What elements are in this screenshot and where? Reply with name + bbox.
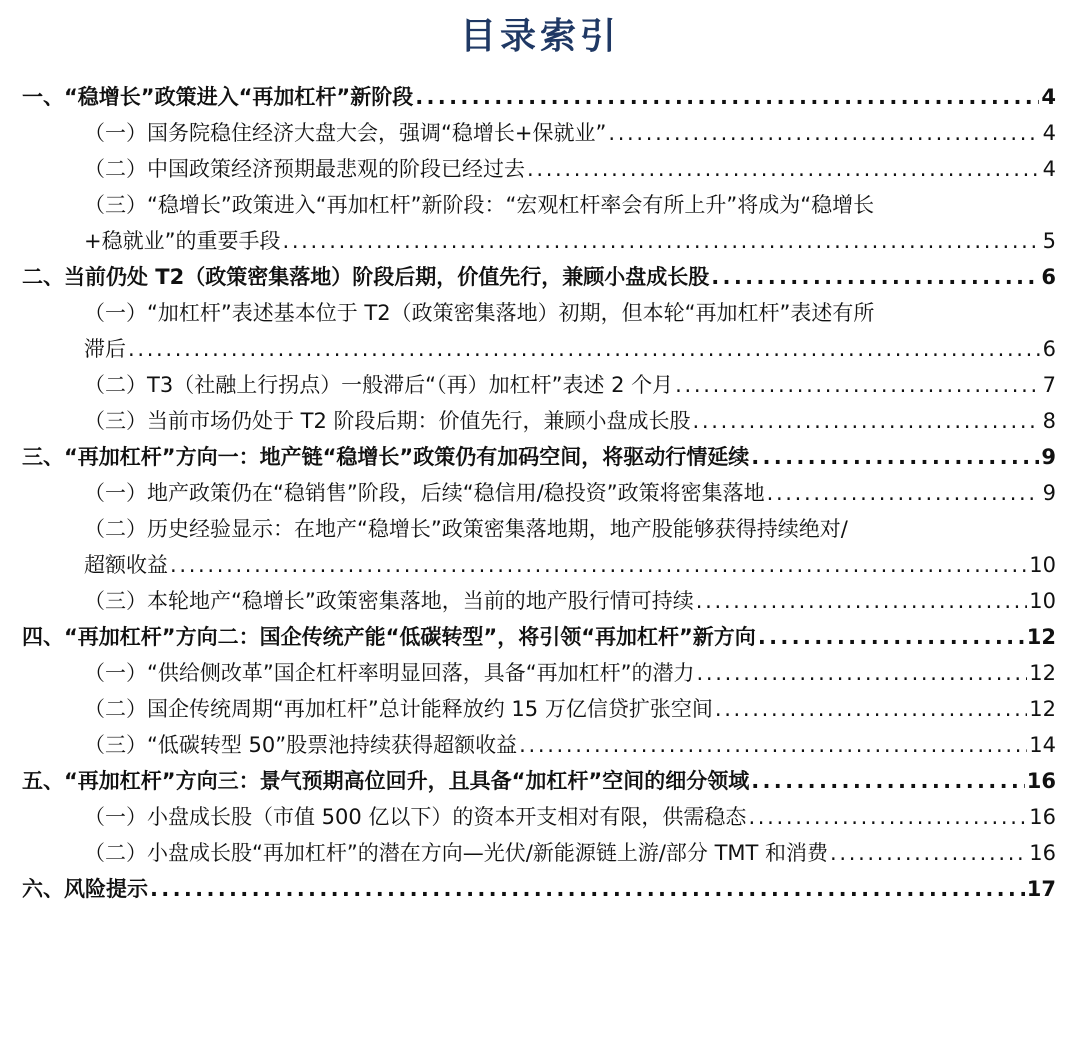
dot-leader: [170, 556, 1027, 578]
toc-page-number: 10: [1029, 553, 1056, 577]
toc-entry-1-1[interactable]: [0, 114, 1080, 150]
toc-page-number: 17: [1026, 877, 1056, 901]
toc-page-number: 16: [1026, 769, 1056, 793]
toc-entry-3[interactable]: [0, 438, 1080, 474]
toc-entry-5-1[interactable]: [0, 798, 1080, 834]
toc-page-number: 5: [1042, 229, 1056, 253]
dot-leader: [128, 340, 1040, 362]
dot-leader: [415, 88, 1039, 110]
toc-entry-3-3[interactable]: [0, 582, 1080, 618]
toc-page-number: 6: [1042, 337, 1056, 361]
toc-entry-label: （一）地产政策仍在“稳销售”阶段，后续“稳信用/稳投资”政策将密集落地: [84, 481, 765, 505]
toc-entry-4-3[interactable]: [0, 726, 1080, 762]
toc-entry-6[interactable]: [0, 870, 1080, 906]
dot-leader: [751, 772, 1025, 794]
toc-entry-2-1-line1[interactable]: [0, 294, 1080, 330]
dot-leader: [150, 880, 1025, 902]
toc-entry-label: （二）历史经验显示：在地产“稳增长”政策密集落地期，地产股能够获得持续绝对/: [84, 517, 848, 541]
toc-page-number: 12: [1029, 697, 1056, 721]
toc-entry-label: 三、“再加杠杆”方向一：地产链“稳增长”政策仍有加码空间，将驱动行情延续: [22, 445, 750, 469]
toc-entry-label: 六、风险提示: [22, 877, 148, 901]
toc-entry-label: （二）小盘成长股“再加杠杆”的潜在方向—光伏/新能源链上游/部分 TMT 和消费: [84, 841, 829, 865]
toc-page-number: 10: [1029, 589, 1056, 613]
dot-leader: [711, 268, 1039, 290]
toc-entry-label: （三）当前市场仍处于 T2 阶段后期：价值先行，兼顾小盘成长股: [84, 409, 691, 433]
toc-page-number: 12: [1029, 661, 1056, 685]
toc-entry-3-1[interactable]: [0, 474, 1080, 510]
toc-entry-label-continued: 滞后: [84, 337, 126, 361]
dot-leader: [758, 628, 1025, 650]
dot-leader: [675, 376, 1040, 398]
dot-leader: [519, 736, 1027, 758]
toc-page-number: 14: [1029, 733, 1056, 757]
toc-entry-1-3-line2[interactable]: [0, 222, 1080, 258]
toc-entry-2-3[interactable]: [0, 402, 1080, 438]
toc-entry-label: （一）国务院稳住经济大盘大会，强调“稳增长+保就业”: [84, 121, 607, 145]
toc-page-number: 16: [1029, 841, 1056, 865]
toc-entry-2-2[interactable]: [0, 366, 1080, 402]
toc-entry-3-2-line2[interactable]: [0, 546, 1080, 582]
dot-leader: [751, 448, 1039, 470]
toc-entry-label: （三）“低碳转型 50”股票池持续获得超额收益: [84, 733, 518, 757]
toc-page-number: 12: [1026, 625, 1056, 649]
toc-page-number: 16: [1029, 805, 1056, 829]
toc-page-number: 6: [1041, 265, 1056, 289]
toc-entry-label: （二）中国政策经济预期最悲观的阶段已经过去: [84, 157, 525, 181]
dot-leader: [748, 808, 1027, 830]
toc-entry-3-2-line1[interactable]: [0, 510, 1080, 546]
toc-title: 目录索引: [459, 15, 620, 57]
toc-page-number: 7: [1042, 373, 1056, 397]
toc-entry-2-1-line2[interactable]: [0, 330, 1080, 366]
dot-leader: [697, 664, 1028, 686]
toc-entry-label: 一、“稳增长”政策进入“再加杠杆”新阶段: [22, 85, 414, 109]
toc-entry-1[interactable]: [0, 78, 1080, 114]
dot-leader: [693, 412, 1040, 434]
toc-page-number: 9: [1041, 445, 1056, 469]
toc-entry-4-1[interactable]: [0, 654, 1080, 690]
dot-leader: [767, 484, 1040, 506]
toc-page-number: 4: [1041, 85, 1056, 109]
toc-entry-label-continued: +稳就业”的重要手段: [84, 229, 281, 253]
dot-leader: [282, 232, 1040, 254]
toc-entry-5-2[interactable]: [0, 834, 1080, 870]
toc-entry-label: （二）国企传统周期“再加杠杆”总计能释放约 15 万亿信贷扩张空间: [84, 697, 713, 721]
toc-entry-label: （一）“加杠杆”表述基本位于 T2（政策密集落地）初期，但本轮“再加杠杆”表述有所: [84, 301, 875, 325]
toc-entry-1-3-line1[interactable]: [0, 186, 1080, 222]
toc-entry-label: （三）“稳增长”政策进入“再加杠杆”新阶段：“宏观杠杆率会有所上升”将成为“稳增长: [84, 193, 875, 217]
dot-leader: [608, 124, 1040, 146]
toc-entry-label-continued: 超额收益: [84, 553, 168, 577]
dot-leader: [527, 160, 1040, 182]
dot-leader: [696, 592, 1028, 614]
toc-entry-5[interactable]: [0, 762, 1080, 798]
toc-entry-label: 五、“再加杠杆”方向三：景气预期高位回升，且具备“加杠杆”空间的细分领域: [22, 769, 750, 793]
toc-entry-label: 四、“再加杠杆”方向二：国企传统产能“低碳转型”，将引领“再加杠杆”新方向: [22, 625, 756, 649]
toc-page-number: 4: [1042, 157, 1056, 181]
toc-entry-4[interactable]: [0, 618, 1080, 654]
toc-entry-label: 二、当前仍处 T2（政策密集落地）阶段后期，价值先行，兼顾小盘成长股: [22, 265, 710, 289]
table-of-contents: [0, 78, 1080, 906]
dot-leader: [830, 844, 1027, 866]
toc-page-number: 8: [1042, 409, 1056, 433]
toc-page-number: 9: [1042, 481, 1056, 505]
toc-entry-4-2[interactable]: [0, 690, 1080, 726]
dot-leader: [715, 700, 1027, 722]
toc-entry-label: （一）小盘成长股（市值 500 亿以下）的资本开支相对有限，供需稳态: [84, 805, 747, 829]
toc-entry-1-2[interactable]: [0, 150, 1080, 186]
toc-entry-label: （二）T3（社融上行拐点）一般滞后“（再）加杠杆”表述 2 个月: [84, 373, 674, 397]
toc-entry-2[interactable]: [0, 258, 1080, 294]
toc-entry-label: （三）本轮地产“稳增长”政策密集落地，当前的地产股行情可持续: [84, 589, 694, 613]
toc-entry-label: （一）“供给侧改革”国企杠杆率明显回落，具备“再加杠杆”的潜力: [84, 661, 695, 685]
toc-page-number: 4: [1042, 121, 1056, 145]
